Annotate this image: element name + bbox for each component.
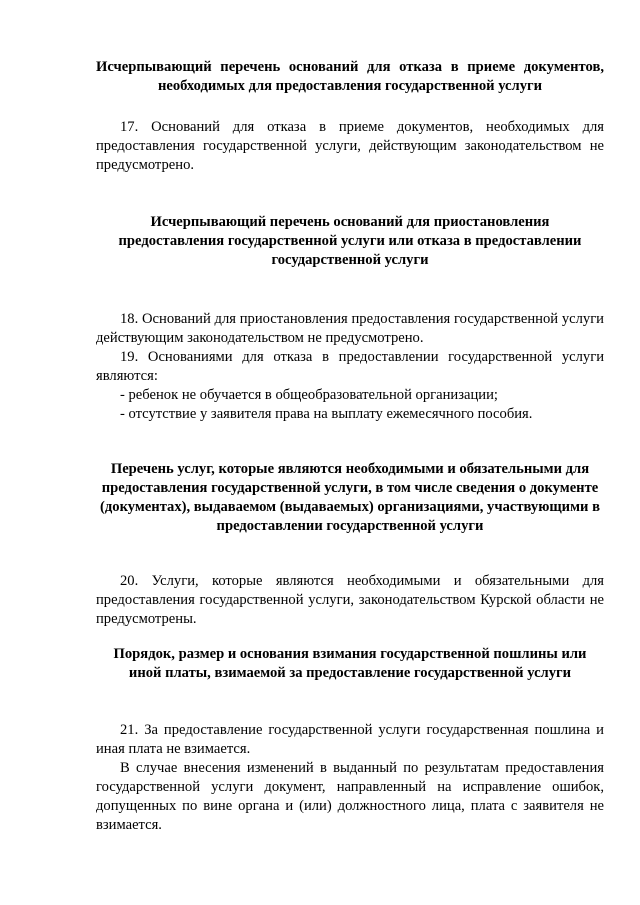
- section-heading-fees: Порядок, размер и основания взимания государственной пошлины или иной платы, взимаемой за предоставление государственной услуги: [113, 646, 587, 681]
- paragraph-17: 17. Оснований для отказа в приеме документов, необходимых для предоставления государственной услуги, действующим законодательством не предусмотрено.: [96, 119, 604, 173]
- section-heading-required-services: Перечень услуг, которые являются необходимыми и обязательными для предоставления государственной услуги, в том числе сведения о документе (документах), выдаваемом (выдаваемых) организациями, участвующими в предоставлении государственной услуги: [100, 461, 600, 534]
- section-heading-suspension-refusal: Исчерпывающий перечень оснований для приостановления предоставления государственной услуги или отказа в предоставлении государственной услуги: [118, 214, 582, 268]
- list-item-refusal-reason-1: - ребенок не обучается в общеобразовательной организации;: [120, 387, 498, 403]
- paragraph-18: 18. Оснований для приостановления предоставления государственной услуги действующим законодательством не предусмотрено.: [96, 311, 604, 346]
- paragraph-20: 20. Услуги, которые являются необходимыми и обязательными для предоставления государственной услуги, законодательством Курской области не предусмотрены.: [96, 573, 604, 627]
- list-item-refusal-reason-2: - отсутствие у заявителя права на выплату ежемесячного пособия.: [120, 406, 533, 422]
- paragraph-19: 19. Основаниями для отказа в предоставлении государственной услуги являются:: [96, 349, 604, 384]
- paragraph-21-continued: В случае внесения изменений в выданный по результатам предоставления государственной услуги документ, направленный на исправление ошибок, допущенных по вине органа и (или) должностного лица, плата с заявителя не взимается.: [96, 760, 604, 833]
- section-heading-refusal-acceptance: Исчерпывающий перечень оснований для отказа в приеме документов, необходимых для предоставления государственной услуги: [96, 59, 604, 94]
- paragraph-21: 21. За предоставление государственной услуги государственная пошлина и иная плата не взимается.: [96, 722, 604, 757]
- document-page: [96, 58, 604, 835]
